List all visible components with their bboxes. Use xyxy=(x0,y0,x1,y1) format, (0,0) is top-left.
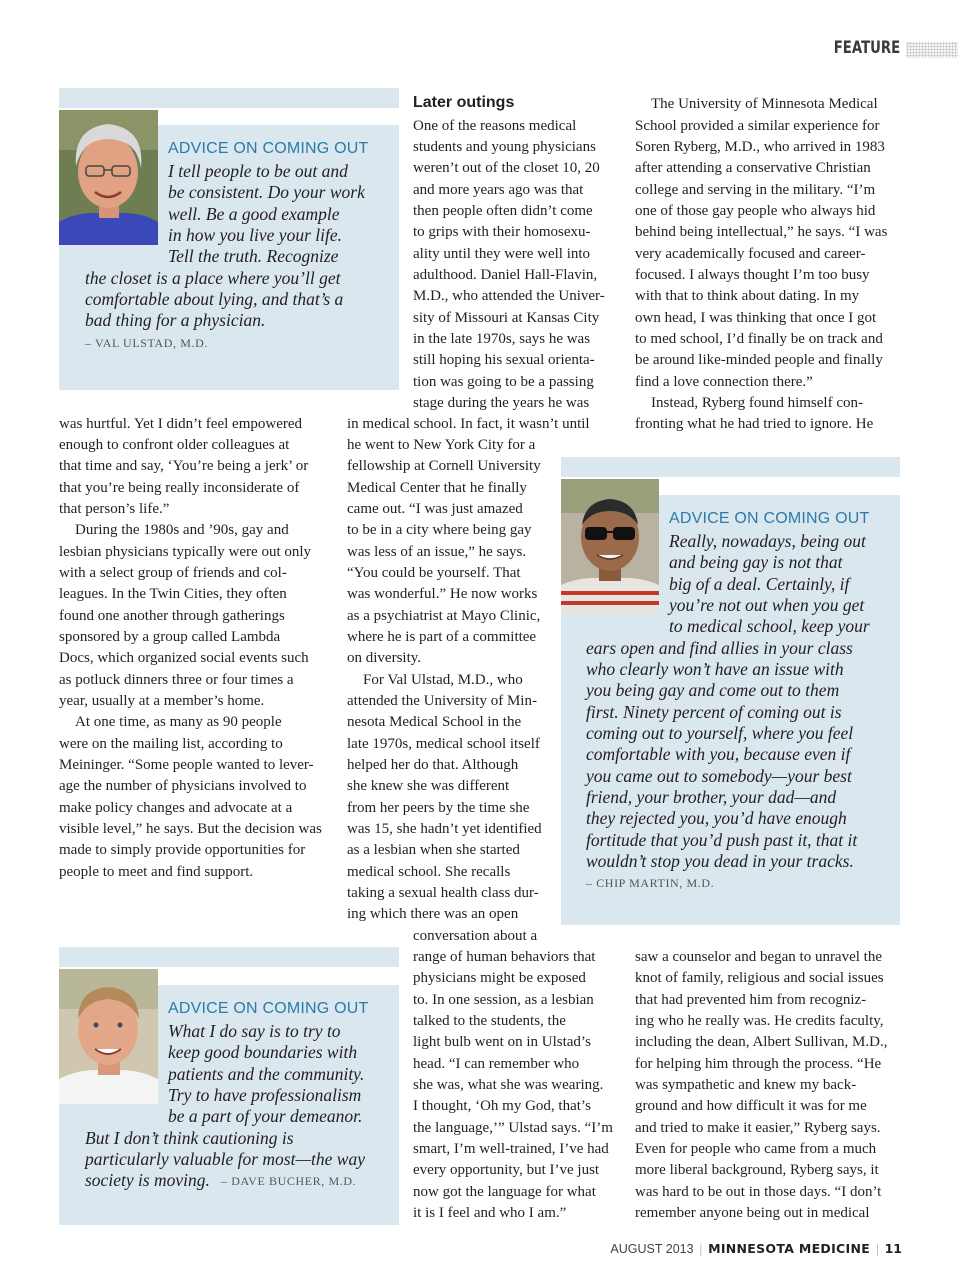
body-line: “You could be yourself. That xyxy=(347,565,521,581)
body-line: to be in a city where being gay xyxy=(347,522,532,538)
body-line: on diversity. xyxy=(347,650,422,666)
body-line: Even for people who came from a much xyxy=(635,1141,877,1157)
body-line: was sympathetic and knew my back- xyxy=(635,1077,857,1093)
body-line: found one another through gatherings xyxy=(59,608,285,624)
body-line: School provided a similar experience for xyxy=(635,118,880,134)
body-line: Soren Ryberg, M.D., who arrived in 1983 xyxy=(635,139,885,155)
body-line: Instead, Ryberg found himself con- xyxy=(651,395,863,411)
body-line: taking a sexual health class dur- xyxy=(347,885,539,901)
footer-date: AUGUST 2013 xyxy=(610,1242,694,1256)
body-line: made to simply provide opportunities for xyxy=(59,842,306,858)
body-line: was 15, she hadn’t yet identified xyxy=(347,821,542,837)
body-line: the language,’” Ulstad says. “I’m xyxy=(413,1120,613,1136)
body-line: for helping him through the process. “He xyxy=(635,1056,882,1072)
body-line: The University of Minnesota Medical xyxy=(651,96,878,112)
body-line: knot of family, religious and social issues xyxy=(635,970,884,986)
body-line: leagues. In the Twin Cities, they often xyxy=(59,586,287,602)
body-line: head. “I can remember who xyxy=(413,1056,580,1072)
body-line: stage during the years he was xyxy=(413,395,590,411)
sidebar-chip-line: they rejected you, you’d have enough xyxy=(586,808,847,828)
body-line: and tried to make it easier,” Ryberg says. xyxy=(635,1120,881,1136)
body-line: was hurtful. Yet I didn’t feel empowered xyxy=(59,416,303,432)
decorative-hatch xyxy=(906,42,958,58)
sidebar-val-line: Tell the truth. Recognize xyxy=(168,246,339,266)
body-line: Medical Center that he finally xyxy=(347,480,527,496)
body-line: age the number of physicians involved to xyxy=(59,778,307,794)
body-line: was less of an issue,” he says. xyxy=(347,544,527,560)
sidebar-dave-line: society is moving. xyxy=(85,1170,210,1190)
body-line: make policy changes and advocate at a xyxy=(59,800,293,816)
body-line: talked to the students, the xyxy=(413,1013,566,1029)
sidebar-dave-line: particularly valuable for most—the way xyxy=(85,1149,365,1169)
body-line: to. In one session, as a lesbian xyxy=(413,992,594,1008)
body-line: including the dean, Albert Sullivan, M.D., xyxy=(635,1034,888,1050)
sidebar-dave-line: patients and the community. xyxy=(168,1064,365,1084)
body-line: came out. “I was just amazed xyxy=(347,501,523,517)
body-line: with that to think about dating. In my xyxy=(635,288,860,304)
sidebar-chip-line: to medical school, keep your xyxy=(669,616,870,636)
sidebar-chip-line: Really, nowadays, being out xyxy=(669,531,866,551)
page-footer: AUGUST 2013 | MINNESOTA MEDICINE | 11 xyxy=(610,1241,902,1256)
chip-martin-photo xyxy=(561,479,659,614)
body-line: range of human behaviors that xyxy=(413,949,596,965)
body-line: M.D., who attended the Univer- xyxy=(413,288,605,304)
page-number: 11 xyxy=(884,1241,902,1256)
body-line: At one time, as many as 90 people xyxy=(75,714,282,730)
body-line: be around like-minded people and finally xyxy=(635,352,883,368)
body-line: helped her do that. Although xyxy=(347,757,519,773)
body-line: behind being intellectual,” he says. “I was xyxy=(635,224,888,240)
body-line: attended the University of Min- xyxy=(347,693,537,709)
sidebar-chip-line: you came out to somebody—your best xyxy=(586,766,852,786)
body-line: was wonderful.” He now works xyxy=(347,586,538,602)
body-line: weren’t out of the closet 10, 20 xyxy=(413,160,600,176)
sidebar-dave-line: What I do say is to try to xyxy=(168,1021,341,1041)
body-line: still hoping his sexual orienta- xyxy=(413,352,595,368)
body-line: ing which there was an open xyxy=(347,906,519,922)
sidebar-val-attribution: – VAL ULSTAD, M.D. xyxy=(85,336,208,350)
body-line: very academically focused and career- xyxy=(635,246,866,262)
footer-magazine: MINNESOTA MEDICINE xyxy=(708,1241,871,1256)
body-line: with a select group of friends and col- xyxy=(59,565,287,581)
sidebar-val-line: I tell people to be out and xyxy=(168,161,348,181)
sidebar-chip-line: coming out to yourself, where you feel xyxy=(586,723,854,743)
body-line: I thought, ‘Oh my God, that’s xyxy=(413,1098,591,1114)
body-line: as potluck dinners three or four times a xyxy=(59,672,294,688)
sidebar-dave-line: Try to have professionalism xyxy=(168,1085,362,1105)
body-line: as a psychiatrist at Mayo Clinic, xyxy=(347,608,541,624)
sidebar-chip-heading: ADVICE ON COMING OUT xyxy=(669,510,870,527)
val-ulstad-photo xyxy=(59,110,158,245)
body-line: was hard to be out in those days. “I don’t xyxy=(635,1184,882,1200)
sidebar-val-line: bad thing for a physician. xyxy=(85,310,266,330)
body-line: enough to confront older colleagues at xyxy=(59,437,290,453)
sidebar-chip-line: first. Ninety percent of coming out is xyxy=(586,702,842,722)
body-line: own head, I was thinking that once I got xyxy=(635,310,877,326)
body-line: now got the language for what xyxy=(413,1184,596,1200)
body-line: in medical school. In fact, it wasn’t until xyxy=(347,416,590,432)
body-line: adulthood. Daniel Hall-Flavin, xyxy=(413,267,598,283)
sidebar-chip-attribution: – CHIP MARTIN, M.D. xyxy=(586,876,715,890)
body-line: focused. I always thought I’m too busy xyxy=(635,267,870,283)
body-line: to med school, I’d finally be on track and xyxy=(635,331,883,347)
body-line: During the 1980s and ’90s, gay and xyxy=(75,522,289,538)
body-line: that you’re being really inconsiderate of xyxy=(59,480,300,496)
body-line: from her peers by the time she xyxy=(347,800,530,816)
sidebar-dave-line: be a part of your demeanor. xyxy=(168,1106,363,1126)
body-line: that time and say, ‘You’re being a jerk’ or xyxy=(59,458,309,474)
body-line: For Val Ulstad, M.D., who xyxy=(363,672,523,688)
sidebar-chip-line: fortitude that you’d push past it, that it xyxy=(586,830,858,850)
body-line: visible level,” he says. But the decision was xyxy=(59,821,322,837)
body-line: lesbian physicians typically were out only xyxy=(59,544,312,560)
body-line: find a love connection there.” xyxy=(635,374,813,390)
sidebar-val-line: the closet is a place where you’ll get xyxy=(85,268,341,288)
sidebar-chip-line: comfortable with you, because even if xyxy=(586,744,851,764)
body-line: smart, I’m well-trained, I’ve had xyxy=(413,1141,609,1157)
sidebar-val-heading: ADVICE ON COMING OUT xyxy=(168,140,369,157)
body-line: sponsored by a group called Lambda xyxy=(59,629,281,645)
sidebar-val-line: be consistent. Do your work xyxy=(168,182,365,202)
body-line: that had prevented him from recogniz- xyxy=(635,992,867,1008)
body-line: more liberal background, Ryberg says, it xyxy=(635,1162,879,1178)
body-line: light bulb went on in Ulstad’s xyxy=(413,1034,591,1050)
body-line: medical school. She recalls xyxy=(347,864,511,880)
body-line: One of the reasons medical xyxy=(413,118,577,134)
body-line: he went to New York City for a xyxy=(347,437,536,453)
body-line: then people often didn’t come xyxy=(413,203,593,219)
body-line: ing who he really was. He credits faculty, xyxy=(635,1013,884,1029)
sidebar-val-line: comfortable about lying, and that’s a xyxy=(85,289,344,309)
body-line: in the late 1970s, says he was xyxy=(413,331,591,347)
body-line: late 1970s, medical school itself xyxy=(347,736,540,752)
body-line: she was, what she was wearing. xyxy=(413,1077,604,1093)
body-line: and more years ago was that xyxy=(413,182,584,198)
body-line: tion was going to be a passing xyxy=(413,374,594,390)
body-line: people to meet and find support. xyxy=(59,864,254,880)
body-line: were on the mailing list, according to xyxy=(59,736,283,752)
body-line: college and serving in the military. “I’m xyxy=(635,182,876,198)
body-line: that person’s life.” xyxy=(59,501,170,517)
sidebar-chip-line: friend, your brother, your dad—and xyxy=(586,787,837,807)
sidebar-dave-attribution: – DAVE BUCHER, M.D. xyxy=(221,1174,357,1188)
body-line: conversation about a xyxy=(413,928,538,944)
sidebar-dave-line: keep good boundaries with xyxy=(168,1042,358,1062)
body-line: students and young physicians xyxy=(413,139,596,155)
body-line: nesota Medical School in the xyxy=(347,714,522,730)
body-line: she knew she was different xyxy=(347,778,510,794)
body-line: saw a counselor and began to unravel the xyxy=(635,949,882,965)
sidebar-chip-line: big of a deal. Certainly, if xyxy=(669,574,850,594)
subhead-later-outings: Later outings xyxy=(413,94,515,111)
body-line: to grips with their homosexu- xyxy=(413,224,591,240)
sidebar-chip-line: who clearly won’t have an issue with xyxy=(586,659,844,679)
body-line: after attending a conservative Christian xyxy=(635,160,871,176)
sidebar-dave-heading: ADVICE ON COMING OUT xyxy=(168,1000,369,1017)
section-label: FEATURE xyxy=(833,38,900,58)
body-line: it is I feel and who I am.” xyxy=(413,1205,567,1221)
body-line: every opportunity, but I’ve just xyxy=(413,1162,600,1178)
sidebar-chip-line: and being gay is not that xyxy=(669,552,843,572)
body-line: Meininger. “Some people wanted to lever- xyxy=(59,757,314,773)
body-line: sity of Missouri at Kansas City xyxy=(413,310,600,326)
body-line: Docs, which organized social events such xyxy=(59,650,309,666)
body-line: ality until they were well into xyxy=(413,246,591,262)
body-line: fellowship at Cornell University xyxy=(347,458,541,474)
sidebar-val-line: in how you live your life. xyxy=(168,225,342,245)
body-line: year, usually at a member’s home. xyxy=(59,693,265,709)
body-line: fronting what he had tried to ignore. He xyxy=(635,416,874,432)
body-line: as a lesbian when she started xyxy=(347,842,520,858)
sidebar-chip-line: you’re not out when you get xyxy=(669,595,865,615)
dave-bucher-photo xyxy=(59,969,158,1104)
body-line: remember anyone being out in medical xyxy=(635,1205,870,1221)
sidebar-dave-line: But I don’t think cautioning is xyxy=(85,1128,294,1148)
body-line: where he is part of a committee xyxy=(347,629,537,645)
body-line: ground and how difficult it was for me xyxy=(635,1098,867,1114)
body-line: physicians might be exposed xyxy=(413,970,586,986)
body-line: one of those gay people who always hid xyxy=(635,203,876,219)
sidebar-chip-line: ears open and find allies in your class xyxy=(586,638,853,658)
sidebar-chip-line: you being gay and come out to them xyxy=(586,680,840,700)
sidebar-val-line: well. Be a good example xyxy=(168,204,340,224)
sidebar-chip-line: wouldn’t stop you dead in your tracks. xyxy=(586,851,854,871)
